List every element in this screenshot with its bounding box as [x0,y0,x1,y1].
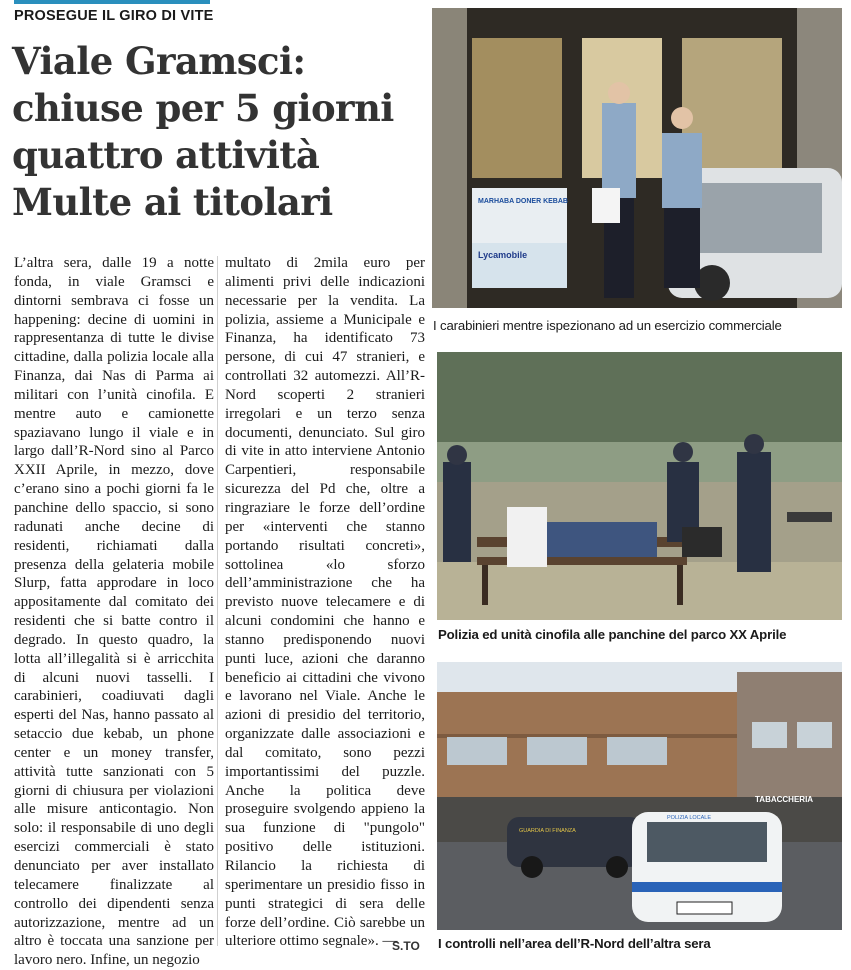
caption-photo-3: I controlli nell’area dell’R-Nord dell’altra sera [438,936,711,951]
photo-park-benches [437,352,842,620]
author-signature: S.TO [392,939,420,953]
headline-line: quattro attività [12,133,320,177]
sign-polizia-car: POLIZIA LOCALE [667,815,712,821]
sign-lycamobile: Lycamobile [478,250,528,260]
kicker: PROSEGUE IL GIRO DI VITE [14,8,214,24]
sign-finanza-car: GUARDIA DI FINANZA [519,828,576,834]
column-divider [217,256,218,946]
headline [12,38,422,226]
caption-photo-2: Polizia ed unità cinofila alle panchine del parco XX Aprile [438,627,787,642]
sign-tabaccheria: TABACCHERIA [755,795,814,804]
photo-r-nord-checks [437,662,842,930]
body-column-1: L’altra sera, dalle 19 a notte fonda, in viale Gramsci e dintorni sembrava ci fosse un happening: decine di uomini in rappresentanza di tutte le divise cittadine, dalla polizia locale alla Finanza, dai Nas di Parma ai militari con l’unità cinofila. E mentre auto e camionette spaziavano lungo il viale e in largo dall’R-Nord sino al Parco XXII Aprile, in mezzo, dove c’erano sino a pochi giorni fa le panchine dello spaccio, si sono radunati anche decine di residenti, richiamati dalla presenza della gelateria mobile Slurp, fatta approdare in loco appositamente dal comitato dei residenti che si batte contro il degrado. In questo quadro, la lotta all’illegalità si è arricchita di alcuni nuovi tasselli. I carabinieri, coadiuvati dagli esperti del Nas, hanno passato al setaccio due kebab, un phone center e un money transfer, attività tutte sanzionati con 5 giorni di chiusura per violazioni alle misure anticontagio. Non solo: il responsabile di uno degli esercizi commerciali è stato denunciato per aver installato telecamere finalizzate al controllo dei dipendenti senza autorizzazione, mentre ad un altro è toccata una sanzione per lavoro nero. Infine, un negozio [14,255,214,969]
kicker-accent-bar [14,0,210,4]
body-column-2: multato di 2mila euro per alimenti privi delle indicazioni necessarie per la vendita. La polizia, assieme a Municipale e Finanza, ha identificato 73 persone, di cui 47 stranieri, e controllati 32 automezzi. All’R-Nord scoperti 2 stranieri irregolari e un terzo senza documenti, denunciato. Sul giro di vite in atto interviene Antonio Carpentieri, responsabile sicurezza del Pd che, oltre a ringraziare le forze dell’ordine per «interventi che stanno portando risultati concreti», sottolinea «lo sforzo dell’amministrazione che ha previsto nuove telecamere e di alcuni condomini che hanno e stanno predisponendo nuovi punti luce, azioni che daranno beneficio ai cittadini che vivono e lavorano nel Viale. Anche le azioni di presidio del territorio, organizzate dalle associazioni e dal comitato, sono pezzi importantissimi del puzzle. Anche la politica deve proseguire svolgendo appieno la sua funzione di "pungolo" positivo delle istituzioni. Rilancio la richiesta di sperimentare un presidio fisso in punti strategici di sera delle forze dell’ordine. Ciò sarebbe un ulteriore ottimo segnale». — [225,255,425,950]
headline-line: chiuse per 5 giorni [12,86,394,130]
photo-carabinieri-shop [432,8,842,308]
headline-line: Viale Gramsci: [12,39,306,83]
caption-photo-1: I carabinieri mentre ispezionano ad un esercizio commerciale [433,318,782,333]
sign-kebab: MARHABA DONER KEBAB [478,198,568,205]
headline-line: Multe ai titolari [12,180,333,224]
